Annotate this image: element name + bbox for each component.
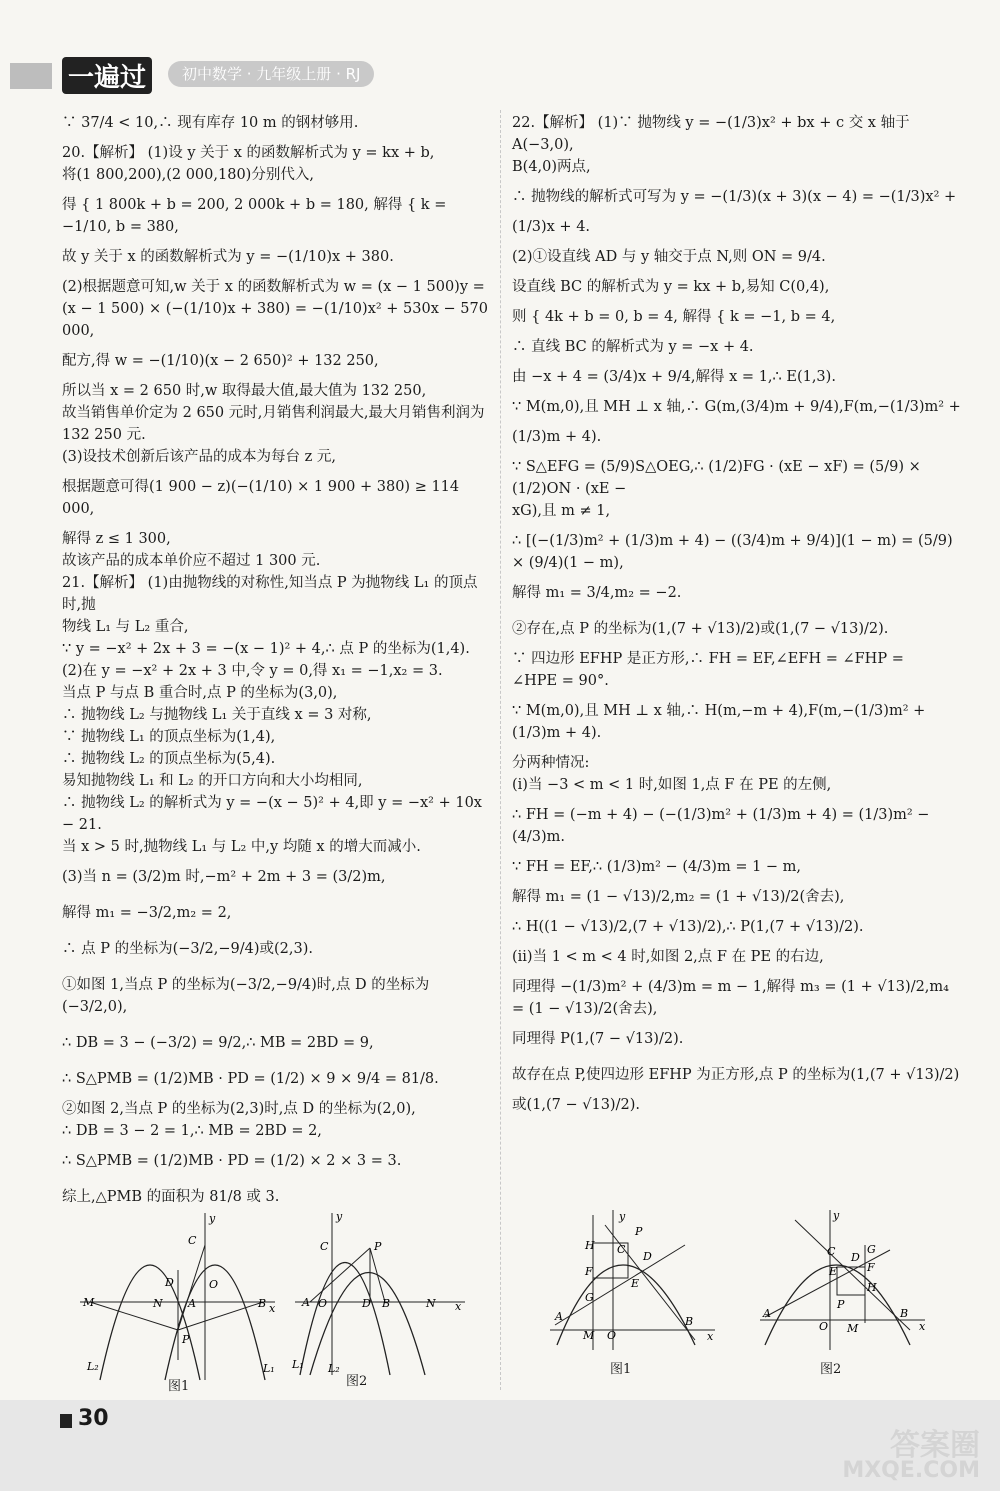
q22-heading: 22.【解析】 (1)∵ 抛物线 y = −(1/3)x² + bx + c 交 x 轴于 A(−3,0), <box>512 115 915 153</box>
header-bar <box>10 63 52 89</box>
fig-label: C <box>827 1245 836 1258</box>
fig-label: G <box>867 1243 876 1256</box>
text-line: (1/3)m + 4). <box>512 429 602 445</box>
text-line: 同理得 P(1,(7 − √13)/2). <box>512 1031 684 1047</box>
fig-label: y <box>336 1210 343 1223</box>
text-line: ∵ M(m,0),且 MH ⊥ x 轴,∴ H(m,−m + 4),F(m,−(1/3)m² + (1/3)m + 4). <box>512 703 930 741</box>
figure-caption: 图2 <box>820 1362 842 1377</box>
figure-22-1 <box>545 1205 725 1355</box>
text-line: 将(1 800,200),(2 000,180)分别代入, <box>62 167 314 183</box>
fig-label: D <box>643 1250 652 1263</box>
figure-22-2 <box>755 1205 935 1355</box>
page-footer <box>0 1400 1000 1491</box>
text-line: B(4,0)两点, <box>512 159 591 175</box>
text-line: ∴ 抛物线的解析式可写为 y = −(1/3)(x + 3)(x − 4) = −(1/3)x² + <box>512 189 957 205</box>
text-line: 或(1,(7 − √13)/2). <box>512 1097 640 1113</box>
text-line: 同理得 −(1/3)m² + (4/3)m = m − 1,解得 m₃ = (1 + √13)/2,m₄ = (1 − √13)/2(舍去), <box>512 979 954 1017</box>
fig-label: x <box>919 1320 926 1333</box>
left-column <box>62 112 492 1208</box>
text-line: (2)在 y = −x² + 2x + 3 中,令 y = 0,得 x₁ = −1,x₂ = 3. <box>62 663 443 679</box>
fig-label: L₂ <box>87 1360 99 1373</box>
text-line: 解得 z ≤ 1 300, <box>62 531 171 547</box>
text-line: ②存在,点 P 的坐标为(1,(7 + √13)/2)或(1,(7 − √13)/2). <box>512 621 889 637</box>
fig-label: P <box>837 1298 845 1311</box>
text-line: ①如图 1,当点 P 的坐标为(−3/2,−9/4)时,点 D 的坐标为(−3/2,0), <box>62 977 430 1015</box>
column-divider <box>500 110 501 1390</box>
text-line: 132 250 元. <box>62 427 146 443</box>
fig-label: A <box>188 1297 196 1310</box>
text-line: ∴ H((1 − √13)/2,(7 + √13)/2),∴ P(1,(7 + √13)/2). <box>512 919 864 935</box>
fig-label: O <box>607 1329 617 1342</box>
text-line: 配方,得 w = −(1/10)(x − 2 650)² + 132 250, <box>62 353 379 369</box>
fig-label: y <box>209 1212 216 1225</box>
q21-heading: 21.【解析】 (1)由抛物线的对称性,知当点 P 为抛物线 L₁ 的顶点时,抛 <box>62 575 478 613</box>
fig-label: M <box>83 1296 95 1309</box>
text-line: (3)当 n = (3/2)m 时,−m² + 2m + 3 = (3/2)m, <box>62 869 386 885</box>
fig-label: y <box>619 1210 626 1223</box>
text-line: ∴ S△PMB = (1/2)MB · PD = (1/2) × 2 × 3 = 3. <box>62 1153 402 1169</box>
text-line: ∵ S△EFG = (5/9)S△OEG,∴ (1/2)FG · (xE − xF) = (5/9) × (1/2)ON · (xE − <box>512 459 926 497</box>
text-line: ∠HPE = 90°. <box>512 673 609 689</box>
text-line: 解得 m₁ = (1 − √13)/2,m₂ = (1 + √13)/2(舍去), <box>512 889 845 905</box>
fig-label: C <box>617 1243 626 1256</box>
book-subtitle: 初中数学 · 九年级上册 · RJ <box>168 61 374 87</box>
fig-label: y <box>833 1209 840 1222</box>
watermark-url: MXQE.COM <box>842 1458 980 1483</box>
fig-label: H <box>867 1281 877 1294</box>
fig-label: C <box>188 1234 197 1247</box>
page-number: 30 <box>78 1406 109 1431</box>
fig-label: B <box>382 1297 391 1310</box>
fig-label: F <box>867 1261 875 1274</box>
figure-21-1 <box>75 1210 280 1385</box>
series-logo: 一遍过 <box>62 57 152 94</box>
fig-label: P <box>374 1240 382 1253</box>
fig-label: A <box>302 1296 310 1309</box>
equation-system: 得 { 1 800k + b = 200, 2 000k + b = 180, 解得 { k = −1/10, b = 380, <box>62 197 451 235</box>
fig-label: A <box>763 1307 771 1320</box>
text-line: 物线 L₁ 与 L₂ 重合, <box>62 619 189 635</box>
fig-label: E <box>631 1277 640 1290</box>
text-line: 当 x > 5 时,抛物线 L₁ 与 L₂ 中,y 均随 x 的增大而减小. <box>62 839 421 855</box>
fig-label: N <box>153 1297 163 1310</box>
figure-caption: 图1 <box>168 1379 190 1394</box>
page-marker <box>60 1414 72 1428</box>
text-line: 由 −x + 4 = (3/4)x + 9/4,解得 x = 1,∴ E(1,3). <box>512 369 836 385</box>
text-line: 解得 m₁ = 3/4,m₂ = −2. <box>512 585 682 601</box>
text-line: ∴ 抛物线 L₂ 的解析式为 y = −(x − 5)² + 4,即 y = −x² + 10x − 21. <box>62 795 487 833</box>
text-line: ∴ DB = 3 − 2 = 1,∴ MB = 2BD = 2, <box>62 1123 322 1139</box>
fig-label: L₁ <box>263 1362 275 1375</box>
fig-label: M <box>847 1322 859 1335</box>
text-line: ∴ [(−(1/3)m² + (1/3)m + 4) − ((3/4)m + 9/4)](1 − m) = (5/9) × (9/4)(1 − m), <box>512 533 958 571</box>
fig-label: C <box>320 1240 329 1253</box>
text-line: 故存在点 P,使四边形 EFHP 为正方形,点 P 的坐标为(1,(7 + √13)/2) <box>512 1067 960 1083</box>
text-line: ∵ FH = EF,∴ (1/3)m² − (4/3)m = 1 − m, <box>512 859 802 875</box>
text-line: xG),且 m ≠ 1, <box>512 503 611 519</box>
text-line: 所以当 x = 2 650 时,w 取得最大值,最大值为 132 250, <box>62 383 427 399</box>
text-line: ∵ 37/4 < 10,∴ 现有库存 10 m 的钢材够用. <box>62 115 359 131</box>
fig-label: H <box>585 1239 595 1252</box>
equation-system: 则 { 4k + b = 0, b = 4, 解得 { k = −1, b = 4, <box>512 309 836 325</box>
fig-label: x <box>707 1330 714 1343</box>
fig-label: B <box>685 1315 694 1328</box>
fig-label: B <box>258 1297 267 1310</box>
fig-label: D <box>851 1251 860 1264</box>
figure-21-2 <box>290 1210 470 1380</box>
fig-label: D <box>362 1297 371 1310</box>
text-line: 故当销售单价定为 2 650 元时,月销售利润最大,最大月销售利润为 <box>62 405 485 421</box>
fig-label: P <box>635 1225 643 1238</box>
text-line: ∴ 直线 BC 的解析式为 y = −x + 4. <box>512 339 754 355</box>
fig-label: E <box>829 1265 838 1278</box>
fig-label: L₁ <box>292 1358 304 1371</box>
fig-label: L₂ <box>328 1362 340 1375</box>
text-line: ∴ 抛物线 L₂ 的顶点坐标为(5,4). <box>62 751 276 767</box>
text-line: (1/3)x + 4. <box>512 219 591 235</box>
text-line: (ii)当 1 < m < 4 时,如图 2,点 F 在 PE 的右边, <box>512 949 824 965</box>
fig-label: O <box>819 1320 829 1333</box>
text-line: ∵ M(m,0),且 MH ⊥ x 轴,∴ G(m,(3/4)m + 9/4),F(m,−(1/3)m² + <box>512 399 961 415</box>
watermark-logo: 答案圈 <box>890 1428 980 1463</box>
fig-label: B <box>900 1307 909 1320</box>
figure-caption: 图1 <box>610 1362 632 1377</box>
text-line: (2)①设直线 AD 与 y 轴交于点 N,则 ON = 9/4. <box>512 249 826 265</box>
fig-label: O <box>209 1278 219 1291</box>
text-line: (i)当 −3 < m < 1 时,如图 1,点 F 在 PE 的左侧, <box>512 777 832 793</box>
fig-label: N <box>426 1297 436 1310</box>
text-line: 当点 P 与点 B 重合时,点 P 的坐标为(3,0), <box>62 685 338 701</box>
text-line: ∴ 抛物线 L₂ 与抛物线 L₁ 关于直线 x = 3 对称, <box>62 707 372 723</box>
right-column <box>512 112 962 1116</box>
text-line: 解得 m₁ = −3/2,m₂ = 2, <box>62 905 232 921</box>
text-line: 易知抛物线 L₁ 和 L₂ 的开口方向和大小均相同, <box>62 773 363 789</box>
text-line: 综上,△PMB 的面积为 81/8 或 3. <box>62 1189 280 1205</box>
q20-heading: 20.【解析】 (1)设 y 关于 x 的函数解析式为 y = kx + b, <box>62 145 435 161</box>
text-line: (2)根据题意可知,w 关于 x 的函数解析式为 w = (x − 1 500)y = <box>62 279 485 295</box>
fig-label: O <box>318 1297 328 1310</box>
fig-label: x <box>269 1302 276 1315</box>
fig-label: P <box>182 1333 190 1346</box>
text-line: 故 y 关于 x 的函数解析式为 y = −(1/10)x + 380. <box>62 249 394 265</box>
text-line: ∵ 四边形 EFHP 是正方形,∴ FH = EF,∠EFH = ∠FHP = <box>512 651 904 667</box>
text-line: ∵ 抛物线 L₁ 的顶点坐标为(1,4), <box>62 729 276 745</box>
fig-label: x <box>455 1300 462 1313</box>
text-line: 分两种情况: <box>512 755 590 771</box>
page-header <box>0 55 1000 95</box>
text-line: (3)设技术创新后该产品的成本为每台 z 元, <box>62 449 337 465</box>
fig-label: F <box>585 1265 593 1278</box>
text-line: ∵ y = −x² + 2x + 3 = −(x − 1)² + 4,∴ 点 P 的坐标为(1,4). <box>62 641 470 657</box>
text-line: ②如图 2,当点 P 的坐标为(2,3)时,点 D 的坐标为(2,0), <box>62 1101 416 1117</box>
fig-label: D <box>165 1276 174 1289</box>
text-line: ∴ DB = 3 − (−3/2) = 9/2,∴ MB = 2BD = 9, <box>62 1035 374 1051</box>
fig-label: M <box>583 1329 595 1342</box>
text-line: 根据题意可得(1 900 − z)(−(1/10) × 1 900 + 380) ≥ 114 000, <box>62 479 464 517</box>
figure-caption: 图2 <box>346 1374 368 1389</box>
fig-label: G <box>585 1291 594 1304</box>
fig-label: A <box>555 1310 563 1323</box>
text-line: ∴ S△PMB = (1/2)MB · PD = (1/2) × 9 × 9/4 = 81/8. <box>62 1071 439 1087</box>
text-line: 故该产品的成本单价应不超过 1 300 元. <box>62 553 321 569</box>
text-line: (x − 1 500) × (−(1/10)x + 380) = −(1/10)x² + 530x − 570 000, <box>62 301 493 339</box>
text-line: ∴ 点 P 的坐标为(−3/2,−9/4)或(2,3). <box>62 941 313 957</box>
text-line: ∴ FH = (−m + 4) − (−(1/3)m² + (1/3)m + 4) = (1/3)m² − (4/3)m. <box>512 807 935 845</box>
text-line: 设直线 BC 的解析式为 y = kx + b,易知 C(0,4), <box>512 279 830 295</box>
